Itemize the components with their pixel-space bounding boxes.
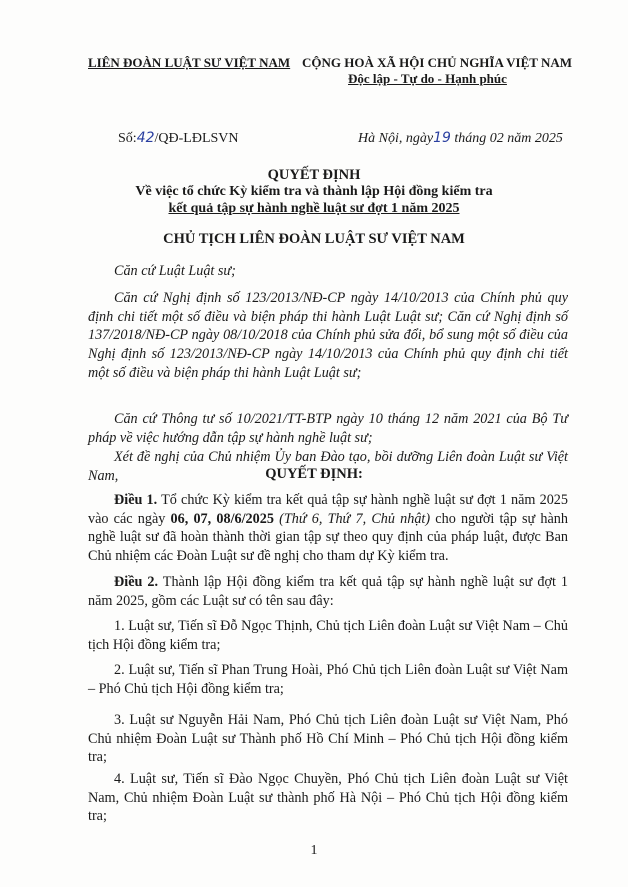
handwritten-number: 42 [136,130,155,146]
member-2: 2. Luật sư, Tiến sĩ Phan Trung Hoài, Phó Chủ tịch Liên đoàn Luật sư Việt Nam – Phó Chủ tịch Hội đồng kiểm tra; [88,662,568,697]
issuing-authority: CHỦ TỊCH LIÊN ĐOÀN LUẬT SƯ VIỆT NAM [163,231,465,247]
member-3: 3. Luật sư Nguyễn Hải Nam, Phó Chủ tịch Liên đoàn Luật sư Việt Nam, Phó Chủ nhiệm Đoàn Luật sư Thành phố Hồ Chí Minh – Phó Chủ tịch Hội đồng kiểm tra; [88,712,568,766]
motto: Độc lập - Tự do - Hạnh phúc [348,71,507,86]
proposal-basis: Xét đề nghị của Chủ nhiệm Ủy ban Đào tạo, bồi dưỡng Liên đoàn Luật sư Việt Nam, [88,449,568,484]
decision-heading: QUYẾT ĐỊNH: [265,466,363,482]
legal-basis-2: Căn cứ Nghị định số 123/2013/NĐ-CP ngày 14/10/2013 của Chính phủ quy định chi tiết một số điều và biện pháp thi hành Luật Luật sư; Căn cứ Nghị định số 137/2018/NĐ-CP ngày 08/10/2018 của Chính phủ sửa đổi, bổ sung một số điều của Nghị định số 123/2013/NĐ-CP ngày 14/10/2013 của Chính phủ quy định chi tiết một số điều và biện pháp thi hành Luật Luật sư; [88,290,568,381]
date-line: Hà Nội, ngày19 tháng 02 năm 2025 [358,130,563,146]
country-name: CỘNG HOÀ XÃ HỘI CHỦ NGHĨA VIỆT NAM [302,55,573,70]
page-number: 1 [310,843,318,858]
document-number: Số:42/QĐ-LĐLSVN [118,130,239,146]
article-1: Điều 1. Tổ chức Kỳ kiểm tra kết quả tập sự hành nghề luật sư đợt 1 năm 2025 vào các ngày 06, 07, 08/6/2025 (Thứ 6, Thứ 7, Chủ nhật) cho người tập sự hành nghề luật sư đã hoàn thành thời gian tập sự theo quy định của pháp luật, được Ban Chủ nhiệm các Đoàn Luật sư đề nghị cho tham dự Kỳ kiểm tra. [88,492,568,565]
org-name: LIÊN ĐOÀN LUẬT SƯ VIỆT NAM [88,55,291,70]
handwritten-day: 19 [433,130,451,146]
legal-basis-3: Căn cứ Thông tư số 10/2021/TT-BTP ngày 10 tháng 12 năm 2021 của Bộ Tư pháp về việc hướng dẫn tập sự hành nghề luật sư; [88,411,568,446]
decision-subject-line1: Về việc tổ chức Kỳ kiểm tra và thành lập Hội đồng kiểm tra [135,184,493,199]
article-2: Điều 2. Thành lập Hội đồng kiểm tra kết quả tập sự hành nghề luật sư đợt 1 năm 2025, gồm các Luật sư có tên sau đây: [88,574,569,609]
decision-subject-line2: kết quả tập sự hành nghề luật sư đợt 1 năm 2025 [168,201,460,216]
decision-title: QUYẾT ĐỊNH [267,167,361,183]
member-4: 4. Luật sư, Tiến sĩ Đào Ngọc Chuyền, Phó Chủ tịch Liên đoàn Luật sư Việt Nam, Chủ nhiệm Đoàn Luật sư thành phố Hà Nội – Phó Chủ tịch Hội đồng kiểm tra; [88,771,568,825]
legal-basis-1: Căn cứ Luật Luật sư; [114,263,236,279]
member-1: 1. Luật sư, Tiến sĩ Đỗ Ngọc Thịnh, Chủ tịch Liên đoàn Luật sư Việt Nam – Chủ tịch Hội đồng kiểm tra; [88,618,568,653]
